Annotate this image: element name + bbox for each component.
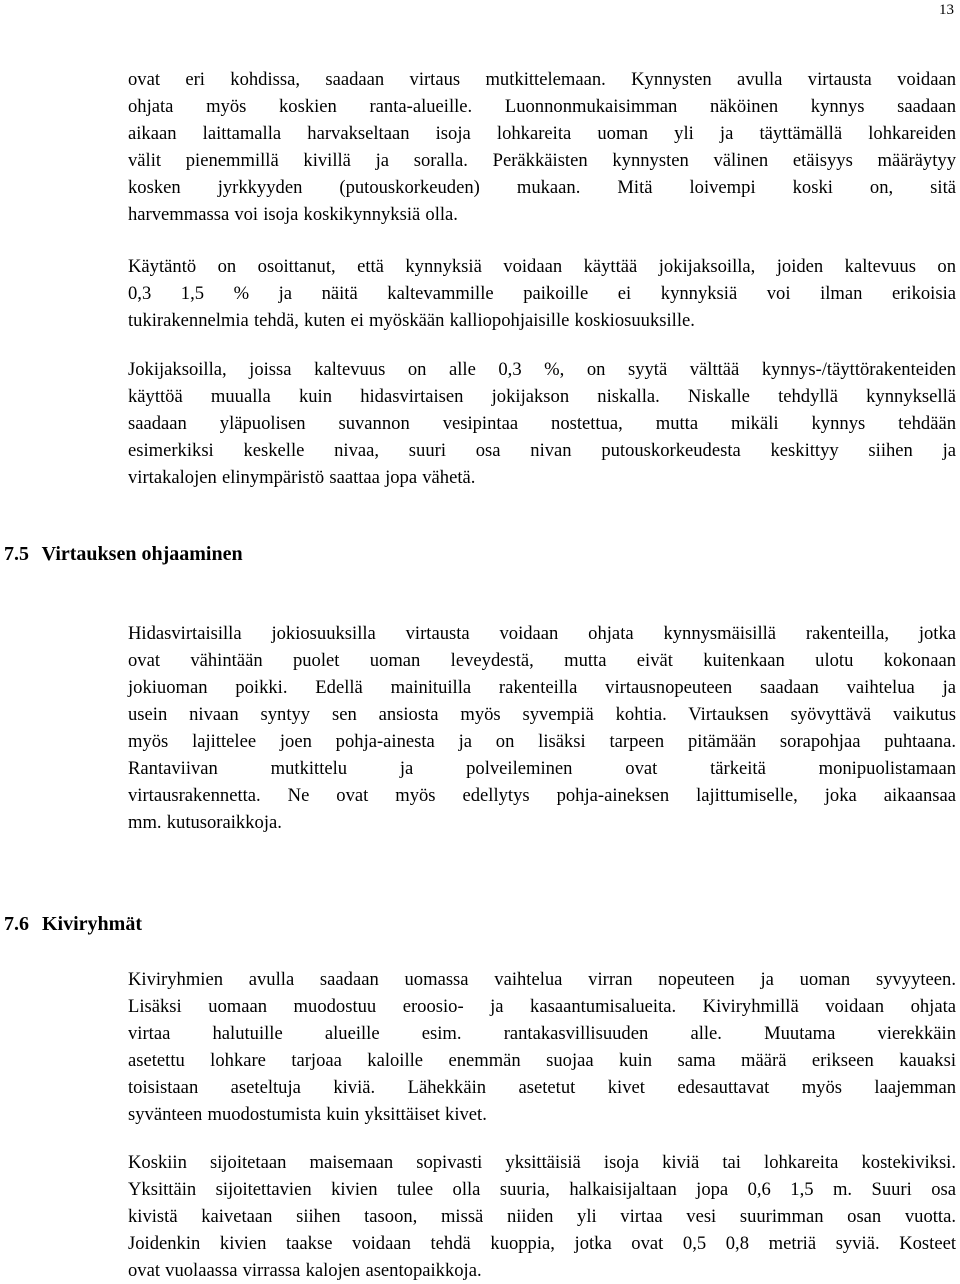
text-line: käyttöä muualla kuin hidasvirtaisen jokijakson niskalla. Niskalle tehdyllä kynnyksellä	[128, 386, 956, 407]
text-line: syvänteen muodostumista kuin yksittäiset kivet.	[128, 1104, 487, 1125]
section-heading-7-5	[4, 541, 243, 568]
text-line: Yksittäin sijoitettavien kivien tulee olla suuria, halkaisijaltaan jopa 0,6 1,5 m. Suuri osa	[128, 1179, 956, 1200]
section-number: 7.6	[4, 913, 29, 935]
text-line: Lisäksi uomaan muodostuu eroosio- ja kasaantumisalueita. Kiviryhmillä voidaan ohjata	[128, 996, 956, 1017]
text-line: Jokijaksoilla, joissa kaltevuus on alle 0,3 %, on syytä välttää kynnys-/täyttörakenteiden	[128, 359, 956, 380]
text-line: usein nivaan syntyy sen ansiosta myös syvempiä kohtia. Virtauksen syövyttävä vaikutus	[128, 704, 956, 725]
paragraph-kaytanto	[128, 253, 956, 334]
text-line: aikaan laittamalla harvakseltaan isoja lohkareita uoman yli ja täyttämällä lohkareiden	[128, 123, 956, 144]
text-line: ovat vähintään puolet uoman leveydestä, mutta eivät kuitenkaan ulotu kokonaan	[128, 650, 956, 671]
text-line: Joidenkin kivien taakse voidaan tehdä kuoppia, jotka ovat 0,5 0,8 metriä syviä. Kosteet	[128, 1233, 956, 1254]
section-title: Kiviryhmät	[42, 913, 142, 935]
text-line: jokiuoman poikki. Edellä mainituilla rakenteilla virtausnopeuteen saadaan vaihtelua ja	[128, 677, 956, 698]
section-heading-7-6	[4, 911, 142, 938]
paragraph-kiviryhmat	[128, 966, 956, 1128]
text-line: mm. kutusoraikkoja.	[128, 812, 282, 833]
text-line: myös lajittelee joen pohja-ainesta ja on lisäksi tarpeen pitämään sorapohjaa puhtaana.	[128, 731, 956, 752]
text-line: ovat eri kohdissa, saadaan virtaus mutkittelemaan. Kynnysten avulla virtausta voidaan	[128, 69, 956, 90]
text-line: saadaan yläpuolisen suvannon vesipintaa nostettua, mutta mikäli kynnys tehdään	[128, 413, 956, 434]
text-line: Hidasvirtaisilla jokiosuuksilla virtausta voidaan ohjata kynnysmäisillä rakenteilla, jotka	[128, 623, 956, 644]
paragraph-koskikynnykset	[128, 66, 956, 228]
section-number: 7.5	[4, 543, 29, 565]
paragraph-kostekivet	[128, 1149, 956, 1284]
text-line: esimerkiksi keskelle nivaa, suuri osa nivan putouskorkeudesta keskittyy siihen ja	[128, 440, 956, 461]
text-line: virtakalojen elinympäristö saattaa jopa vähetä.	[128, 467, 476, 488]
text-line: Rantaviivan mutkittelu ja polveileminen ovat tärkeitä monipuolistamaan	[128, 758, 956, 779]
text-line: Koskiin sijoitetaan maisemaan sopivasti yksittäisiä isoja kiviä tai lohkareita kostekiviksi.	[128, 1152, 956, 1173]
text-line: Kiviryhmien avulla saadaan uomassa vaihtelua virran nopeuteen ja uoman syvyyteen.	[128, 969, 956, 990]
text-line: välit pienemmillä kivillä ja soralla. Peräkkäisten kynnysten välinen etäisyys määräytyy	[128, 150, 956, 171]
section-title: Virtauksen ohjaaminen	[41, 543, 243, 565]
text-line: 0,3 1,5 % ja näitä kaltevammille paikoille ei kynnyksiä voi ilman erikoisia	[128, 283, 956, 304]
page-number: 13	[939, 2, 954, 18]
text-line: ohjata myös koskien ranta-alueille. Luonnonmukaisimman näköinen kynnys saadaan	[128, 96, 956, 117]
text-line: Käytäntö on osoittanut, että kynnyksiä voidaan käyttää jokijaksoilla, joiden kaltevuus on	[128, 256, 956, 277]
paragraph-virtauksen-ohjaaminen	[128, 620, 956, 836]
text-line: ovat vuolaassa virrassa kalojen asentopaikkoja.	[128, 1260, 482, 1281]
text-line: virtausrakennetta. Ne ovat myös edellytys pohja-aineksen lajittumiselle, joka aikaansaa	[128, 785, 956, 806]
text-line: toisistaan aseteltuja kiviä. Lähekkäin asetetut kivet edesauttavat myös laajemman	[128, 1077, 956, 1098]
text-line: kosken jyrkkyyden (putouskorkeuden) mukaan. Mitä loivempi koski on, sitä	[128, 177, 956, 198]
text-line: kivistä kaivetaan siihen tasoon, missä niiden yli virtaa vesi suurimman osan vuotta.	[128, 1206, 956, 1227]
text-line: asetettu lohkare tarjoaa kaloille enemmän suojaa kuin sama määrä erikseen kauaksi	[128, 1050, 956, 1071]
paragraph-jokijaksot	[128, 356, 956, 491]
text-line: tukirakennelmia tehdä, kuten ei myöskään kalliopohjaisille koskiosuuksille.	[128, 310, 695, 331]
text-line: virtaa halutuille alueille esim. rantakasvillisuuden alle. Muutama vierekkäin	[128, 1023, 956, 1044]
text-line: harvemmassa voi isoja koskikynnyksiä olla.	[128, 204, 458, 225]
